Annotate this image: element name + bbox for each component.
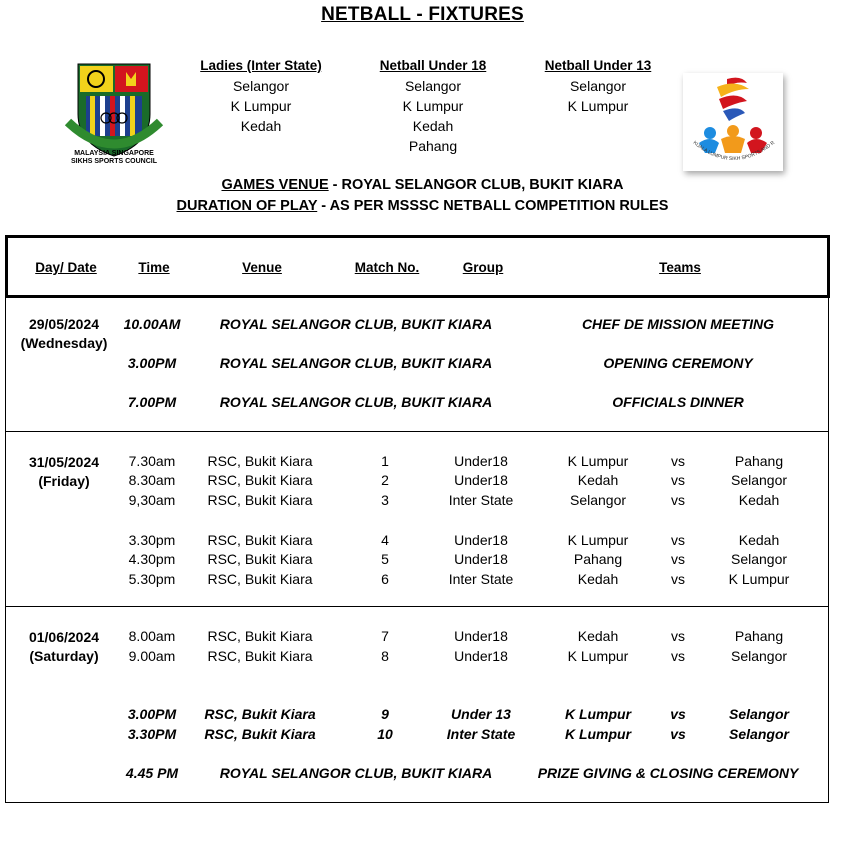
match-time: 5.30pm xyxy=(128,571,176,587)
day-name: (Friday) xyxy=(38,473,90,489)
games-venue xyxy=(0,177,845,193)
event-venue: ROYAL SELANGOR CLUB, BUKIT KIARA xyxy=(219,355,493,371)
msssc-crest-logo xyxy=(64,62,164,168)
match-group: Inter State xyxy=(448,492,514,508)
header-match-no: Match No. xyxy=(354,260,420,275)
match-group: Under18 xyxy=(454,532,508,548)
klssrc-logo xyxy=(683,73,783,171)
day-date: 01/06/2024 xyxy=(28,629,100,645)
match-number: 9 xyxy=(381,706,389,722)
match-number: 3 xyxy=(381,492,389,508)
event-time: 10.00AM xyxy=(123,316,181,332)
match-venue: RSC, Bukit Kiara xyxy=(207,453,313,469)
match-venue: RSC, Bukit Kiara xyxy=(204,726,316,742)
match-venue: RSC, Bukit Kiara xyxy=(207,492,313,508)
day1-date-block xyxy=(4,315,124,353)
match-number: 5 xyxy=(381,551,389,567)
match-time: 8.30am xyxy=(128,472,176,488)
match-home-team: Kedah xyxy=(577,571,619,587)
match-time: 7.30am xyxy=(128,453,176,469)
event-time: 3.00PM xyxy=(127,355,177,371)
category-team: Kedah xyxy=(240,118,282,134)
fixtures-table xyxy=(5,292,829,803)
table-header xyxy=(5,235,830,298)
closing-event: PRIZE GIVING & CLOSING CEREMONY xyxy=(537,765,799,781)
header-teams: Teams xyxy=(659,260,701,275)
match-number: 10 xyxy=(377,726,393,742)
match-group: Under 13 xyxy=(451,706,511,722)
match-vs: vs xyxy=(671,453,685,469)
header-group: Group xyxy=(462,260,504,275)
match-away-team: Kedah xyxy=(738,532,780,548)
match-venue: RSC, Bukit Kiara xyxy=(207,571,313,587)
match-away-team: Kedah xyxy=(738,492,780,508)
logo-arc-text: KUALA LUMPUR SIKH SPORTS AND R xyxy=(691,139,777,163)
match-venue: RSC, Bukit Kiara xyxy=(204,706,316,722)
match-vs: vs xyxy=(670,706,686,722)
category-team: K Lumpur xyxy=(402,98,464,114)
category-team: K Lumpur xyxy=(230,98,292,114)
closing-time: 4.45 PM xyxy=(125,765,179,781)
day-date: 29/05/2024 xyxy=(28,316,100,332)
header-time: Time xyxy=(138,260,170,275)
match-home-team: Selangor xyxy=(569,492,627,508)
event-venue: ROYAL SELANGOR CLUB, BUKIT KIARA xyxy=(219,394,493,410)
match-vs: vs xyxy=(670,726,686,742)
match-home-team: K Lumpur xyxy=(564,726,632,742)
match-away-team: Selangor xyxy=(730,648,788,664)
match-home-team: Kedah xyxy=(577,628,619,644)
match-group: Under18 xyxy=(454,628,508,644)
match-venue: RSC, Bukit Kiara xyxy=(207,472,313,488)
page-title: NETBALL - FIXTURES xyxy=(321,4,524,25)
match-away-team: Selangor xyxy=(729,726,789,742)
match-away-team: Selangor xyxy=(730,472,788,488)
match-home-team: Kedah xyxy=(577,472,619,488)
match-vs: vs xyxy=(671,532,685,548)
match-group: Under18 xyxy=(454,472,508,488)
day-date: 31/05/2024 xyxy=(28,454,100,470)
category-heading: Netball Under 13 xyxy=(544,58,652,73)
match-vs: vs xyxy=(671,551,685,567)
category-heading: Ladies (Inter State) xyxy=(200,58,322,73)
match-home-team: K Lumpur xyxy=(567,648,629,664)
match-venue: RSC, Bukit Kiara xyxy=(207,648,313,664)
section-divider xyxy=(6,606,828,607)
category-ladies xyxy=(188,56,334,136)
torch-icon xyxy=(683,73,783,171)
section-divider xyxy=(6,431,828,432)
match-vs: vs xyxy=(671,648,685,664)
day2-date-block xyxy=(4,453,124,491)
match-venue: RSC, Bukit Kiara xyxy=(207,628,313,644)
games-venue-value: - ROYAL SELANGOR CLUB, BUKIT KIARA xyxy=(328,177,624,193)
day-name: (Saturday) xyxy=(29,648,99,664)
match-time: 9,30am xyxy=(128,492,176,508)
match-away-team: Selangor xyxy=(730,551,788,567)
match-home-team: Pahang xyxy=(573,551,623,567)
match-home-team: K Lumpur xyxy=(567,532,629,548)
match-time: 8.00am xyxy=(128,628,176,644)
match-number: 7 xyxy=(381,628,389,644)
match-away-team: Pahang xyxy=(734,453,784,469)
match-away-team: K Lumpur xyxy=(728,571,790,587)
match-away-team: Selangor xyxy=(729,706,789,722)
match-time: 3.30pm xyxy=(128,532,176,548)
match-group: Inter State xyxy=(446,726,516,742)
match-group: Inter State xyxy=(448,571,514,587)
day3-date-block xyxy=(4,628,124,666)
category-heading: Netball Under 18 xyxy=(379,58,487,73)
logo-caption-line2: SIKHS SPORTS COUNCIL xyxy=(71,158,157,165)
match-time: 3.30PM xyxy=(127,726,177,742)
category-team: Selangor xyxy=(569,78,627,94)
event-name: OPENING CEREMONY xyxy=(603,355,753,371)
match-number: 2 xyxy=(381,472,389,488)
match-vs: vs xyxy=(671,571,685,587)
header-venue: Venue xyxy=(242,260,282,275)
match-away-team: Pahang xyxy=(734,628,784,644)
duration-of-play xyxy=(0,198,845,214)
event-name: OFFICIALS DINNER xyxy=(612,394,744,410)
match-vs: vs xyxy=(671,492,685,508)
category-team: K Lumpur xyxy=(567,98,629,114)
category-team: Selangor xyxy=(232,78,290,94)
category-team: Pahang xyxy=(408,138,458,154)
header-date: Day/ Date xyxy=(35,260,97,275)
match-time: 3.00PM xyxy=(127,706,177,722)
duration-label: DURATION OF PLAY xyxy=(176,198,318,214)
event-name: CHEF DE MISSION MEETING xyxy=(581,316,775,332)
event-venue: ROYAL SELANGOR CLUB, BUKIT KIARA xyxy=(219,316,493,332)
match-group: Under18 xyxy=(454,648,508,664)
category-team: Selangor xyxy=(404,78,462,94)
match-venue: RSC, Bukit Kiara xyxy=(207,532,313,548)
match-number: 8 xyxy=(381,648,389,664)
match-group: Under18 xyxy=(454,453,508,469)
match-time: 4.30pm xyxy=(128,551,176,567)
duration-value: - AS PER MSSSC NETBALL COMPETITION RULES xyxy=(317,198,669,214)
category-team: Kedah xyxy=(412,118,454,134)
match-number: 6 xyxy=(381,571,389,587)
games-venue-label: GAMES VENUE xyxy=(221,177,329,193)
match-venue: RSC, Bukit Kiara xyxy=(207,551,313,567)
closing-venue: ROYAL SELANGOR CLUB, BUKIT KIARA xyxy=(219,765,493,781)
day-name: (Wednesday) xyxy=(20,335,108,351)
match-number: 1 xyxy=(381,453,389,469)
match-home-team: K Lumpur xyxy=(567,453,629,469)
logo-caption-line1: MALAYSIA SINGAPORE xyxy=(74,150,154,157)
match-home-team: K Lumpur xyxy=(564,706,632,722)
match-time: 9.00am xyxy=(128,648,176,664)
match-vs: vs xyxy=(671,628,685,644)
event-time: 7.00PM xyxy=(127,394,177,410)
match-group: Under18 xyxy=(454,551,508,567)
match-vs: vs xyxy=(671,472,685,488)
category-under18 xyxy=(365,56,501,156)
match-number: 4 xyxy=(381,532,389,548)
category-under13 xyxy=(530,56,666,116)
